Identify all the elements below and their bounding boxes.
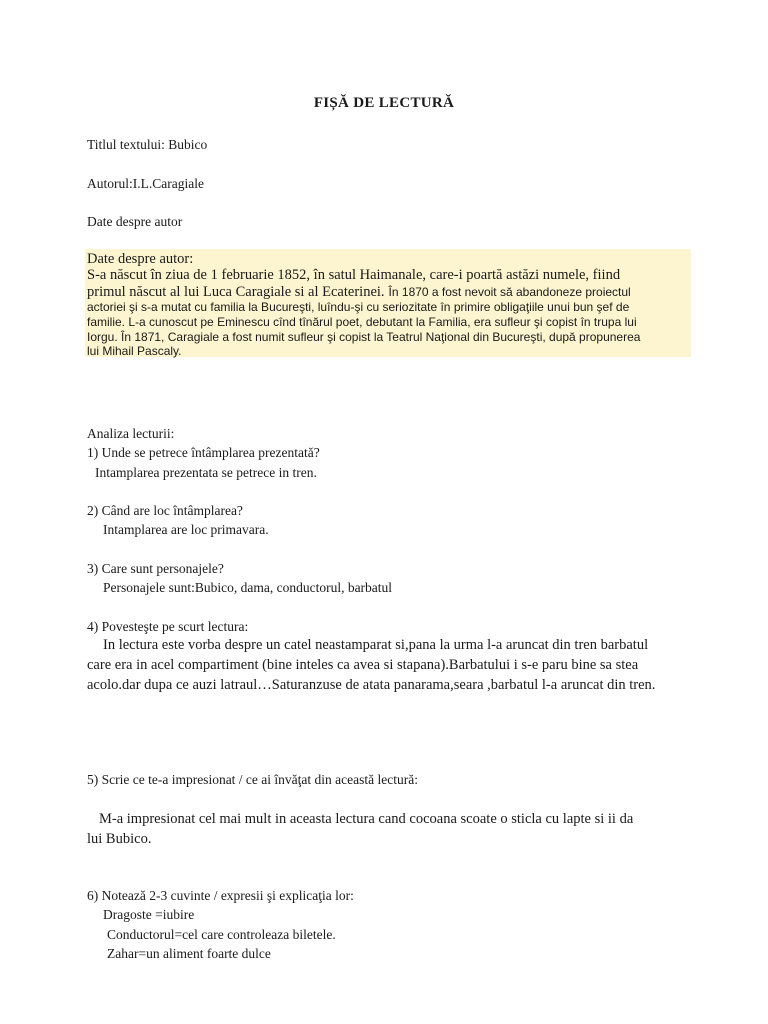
question-2: 2) Când are loc întâmplarea? [87, 503, 243, 518]
field-date-heading: Date despre autor [87, 214, 183, 229]
author-info-label: Date despre autor: [87, 251, 194, 267]
author-info-line-3: actoriei şi s-a mutat cu familia la Bucureşti, luîndu-şi cu seriozitate în primire obligaţiile unui bun şef de [87, 300, 630, 314]
document-title: FIȘĂ DE LECTURĂ [313, 95, 455, 111]
answer-4-line-2: care era in acel compartiment (bine inteles ca avea si stapana).Barbatului i s-e paru bine sa stea [87, 657, 639, 673]
question-1: 1) Unde se petrece întâmplarea prezentată? [87, 445, 320, 460]
answer-6-item-2: Conductorul=cel care controleaza biletele. [107, 927, 336, 942]
answer-1: Intamplarea prezentata se petrece in tren. [95, 465, 317, 480]
analiza-heading: Analiza lecturii: [87, 426, 175, 441]
answer-2: Intamplarea are loc primavara. [103, 522, 269, 537]
answer-3: Personajele sunt:Bubico, dama, conductorul, barbatul [103, 580, 393, 595]
author-info-line-5: Iorgu. În 1871, Caragiale a fost numit sufleur şi copist la Teatrul Naţional din Bucureşti, după propunerea [87, 330, 641, 344]
question-4: 4) Povesteşte pe scurt lectura: [87, 619, 249, 634]
author-info-line-6: lui Mihail Pascaly. [87, 344, 182, 358]
answer-5-line-1: M-a impresionat cel mai mult in aceasta lectura cand cocoana scoate o sticla cu lapte si ii da [99, 811, 634, 827]
question-5: 5) Scrie ce te-a impresionat / ce ai învăţat din această lectură: [87, 772, 418, 787]
answer-6-item-1: Dragoste =iubire [103, 907, 195, 922]
author-info-line-2-sans: În 1870 a fost nevoit să abandoneze proiectul [388, 285, 631, 299]
author-info-line-2-serif: primul născut al lui Luca Caragiale si al Ecaterinei. [87, 284, 385, 300]
author-info-line-2 [87, 283, 631, 301]
question-6: 6) Notează 2-3 cuvinte / expresii şi explicaţia lor: [87, 888, 354, 903]
author-info-line-1: S-a născut în ziua de 1 februarie 1852, în satul Haimanale, care-i poartă astăzi numele, fiind [87, 267, 621, 283]
answer-4-line-3: acolo.dar dupa ce auzi latraul…Saturanzuse de atata panarama,seara ,barbatul l-a aruncat din tren. [87, 677, 656, 693]
author-info-line-4: familie. L-a cunoscut pe Eminescu cînd tînărul poet, debutant la Familia, era sufleur şi copist în trupa lui [87, 315, 637, 329]
field-titlu: Titlul textului: Bubico [87, 137, 208, 152]
answer-4-line-1: In lectura este vorba despre un catel neastamparat si,pana la urma l-a aruncat din tren barbatul [103, 637, 649, 653]
field-autor: Autorul:I.L.Caragiale [87, 176, 204, 191]
question-3: 3) Care sunt personajele? [87, 561, 224, 576]
answer-6-item-3: Zahar=un aliment foarte dulce [107, 946, 271, 961]
answer-5-line-2: lui Bubico. [87, 831, 152, 847]
